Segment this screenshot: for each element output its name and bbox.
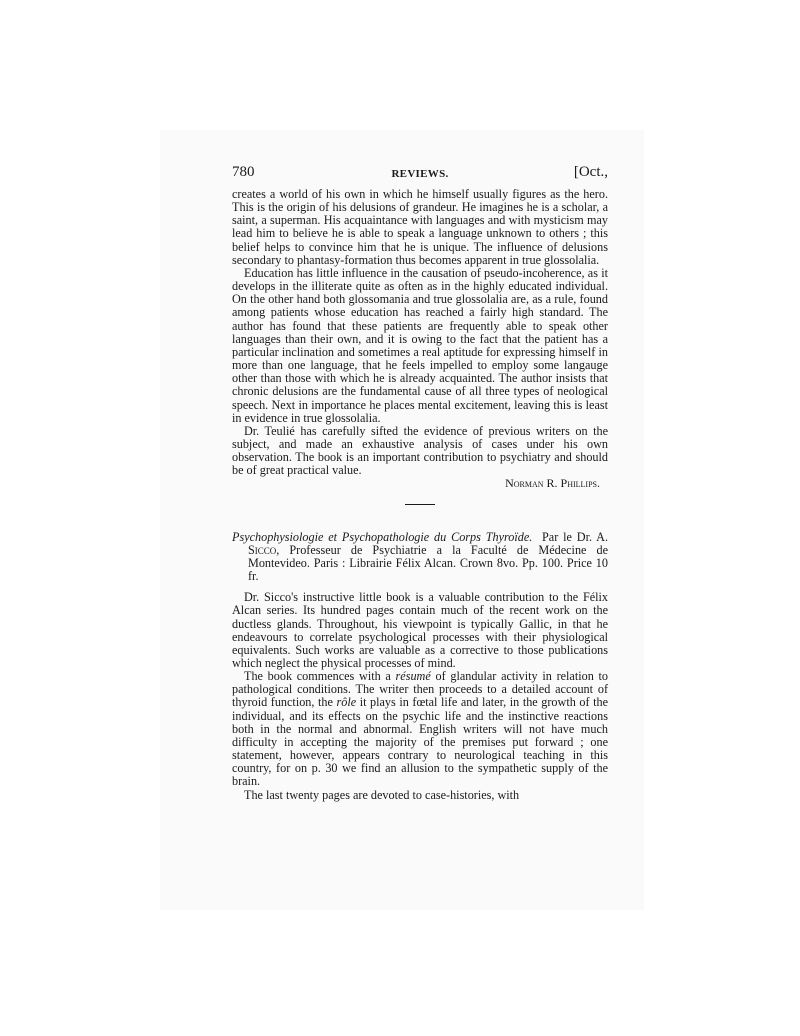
reviewer-signature: Norman R. Phillips.	[505, 476, 600, 491]
book-title: Psychophysiologie et Psychopathologie du Corps Thyroïde.	[232, 529, 533, 544]
review1-paragraph-1: creates a world of his own in which he himself usually figures as the hero. This is the origin of his delusions of grandeur. He imagines he is a scholar, a saint, a superman. His acquaintance with languages and with mysticism may lead him to believe he is able to speak a language unknown to others ; this belief helps to convince him that he is unique. The influence of delusions secondary to phantasy-formation thus becomes apparent in true glossolalia.	[232, 187, 608, 267]
review2-paragraph-3: The last twenty pages are devoted to case-histories, with	[244, 787, 520, 802]
page-number: 780	[232, 164, 255, 180]
review1-paragraph-3: Dr. Teulié has carefully sifted the evidence of previous writers on the subject, and made an exhaustive analysis of cases under his own observation. The book is an important contribution to psychiatry and should be of great practical value.	[232, 423, 608, 478]
review2-paragraph-2	[232, 670, 608, 788]
book-author: Sicco	[248, 542, 277, 557]
role-term: rôle	[336, 695, 357, 710]
review2-paragraph-2-text-a: The book commences with a	[244, 669, 396, 684]
book-details: , Professeur de Psychiatrie a la Faculté de Médecine de Montevideo. Paris : Librairie Félix Alcan. Crown 8vo. Pp. 100. Price 10 fr.	[248, 542, 608, 584]
review2-paragraph-1: Dr. Sicco's instructive little book is a valuable contribution to the Félix Alcan series. Its hundred pages contain much of the recent work on the ductless glands. Throughout, his viewpoint is typically Gallic, in that he endeavours to correlate psychological processes with their physiological equivalents. Such works are valuable as a corrective to those publications which neglect the physical processes of mind.	[232, 590, 608, 670]
section-divider	[405, 504, 435, 505]
page-content	[232, 166, 608, 802]
book-by: Par le Dr. A.	[542, 529, 609, 544]
running-title: REVIEWS.	[391, 168, 449, 180]
book-citation	[232, 531, 608, 584]
review1-paragraph-2: Education has little influence in the causation of pseudo-incoherence, as it develops in the illiterate quite as often as in the highly educated individual. On the other hand both glossomania and true glossolalia are, as a rule, found among patients whose education has reached a fairly high standard. The author has found that these patients are frequently able to speak other languages than their own, and it is owing to the fact that the patient has a particular inclination and sometimes a real aptitude for expressing himself in more than one language, that he feels impelled to employ some langauge other than those with which he is already acquainted. The author insists that chronic delusions are the fundamental cause of all three types of neological speech. Next in importance he places mental excitement, leaving this is least in evidence in true glossolalia.	[232, 265, 608, 425]
resume-term: résumé	[395, 669, 431, 684]
issue-date: [Oct.,	[573, 164, 608, 180]
running-head	[232, 166, 608, 188]
review2-paragraph-2-text-b: of glandular activity in relation to pathological conditions. The writer then proceeds to a detailed account of thyroid function, the	[232, 669, 608, 710]
review2-paragraph-2-text-c: it plays in fœtal life and later, in the growth of the individual, and its effects on the psychic life and the instinctive reactions both in the normal and abnormal. English writers will not have much difficulty in accepting the majority of the premises put forward ; one statement, however, appears contrary to neurological teaching in this country, for on p. 30 we find an allusion to the sympathetic supply of the brain.	[232, 695, 608, 789]
